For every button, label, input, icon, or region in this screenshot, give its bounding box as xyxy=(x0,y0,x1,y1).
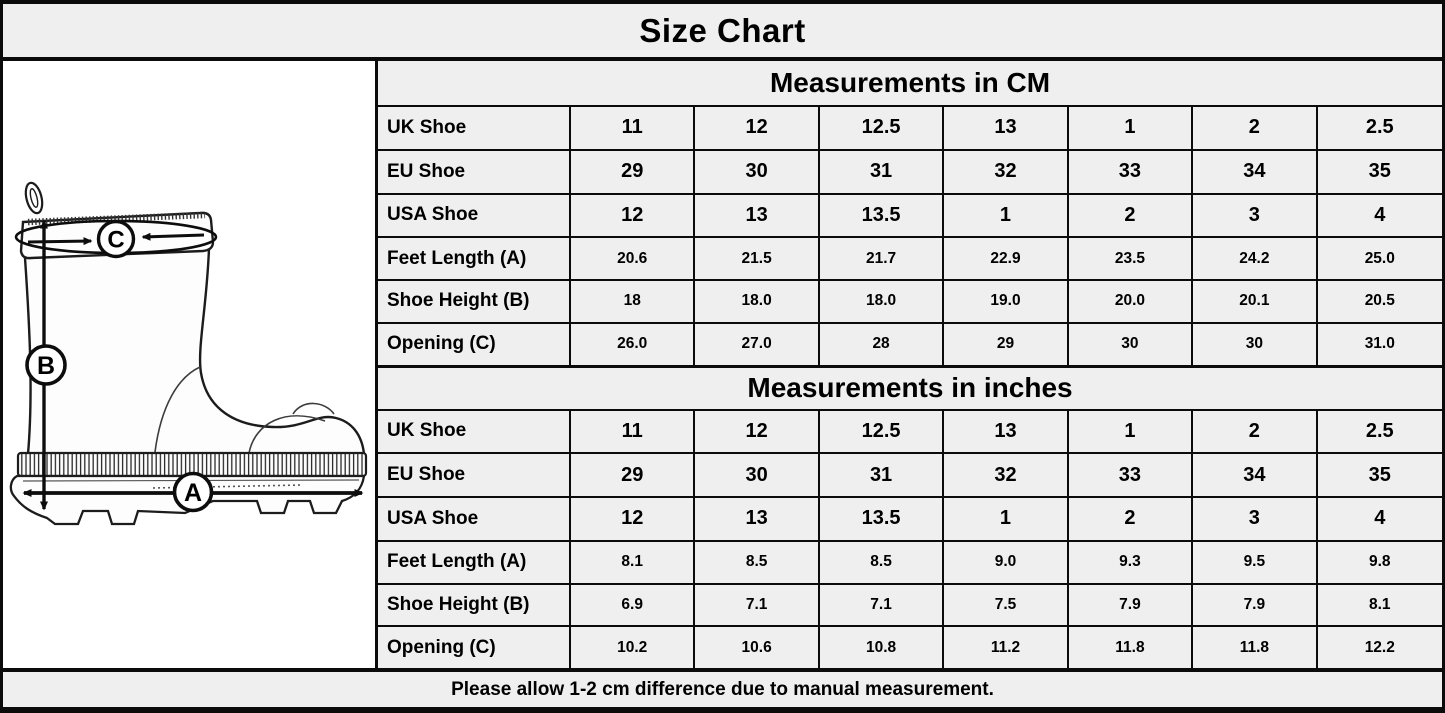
section-title-cm: Measurements in CM xyxy=(378,61,1442,105)
value-cell: 12 xyxy=(571,195,695,237)
value-cell: 10.8 xyxy=(820,627,944,668)
value-cell: 2.5 xyxy=(1318,411,1442,453)
row-label: EU Shoe xyxy=(378,454,571,496)
value-cell: 13 xyxy=(944,107,1068,149)
value-cell: 30 xyxy=(1193,324,1317,365)
row-label: Feet Length (A) xyxy=(378,238,571,279)
pull-loop xyxy=(23,181,45,215)
value-cell: 34 xyxy=(1193,151,1317,193)
size-table-cm xyxy=(378,105,1442,365)
value-cell: 12.5 xyxy=(820,411,944,453)
value-cell: 35 xyxy=(1318,151,1442,193)
value-cell: 12 xyxy=(695,411,819,453)
size-table-row xyxy=(378,625,1442,668)
table-section-cm xyxy=(378,61,1442,365)
value-cell: 7.9 xyxy=(1069,585,1193,626)
value-cell: 31 xyxy=(820,151,944,193)
value-cell: 18.0 xyxy=(695,281,819,322)
value-cell: 8.1 xyxy=(1318,585,1442,626)
value-cell: 13 xyxy=(695,195,819,237)
value-cell: 3 xyxy=(1193,195,1317,237)
value-cell: 29 xyxy=(571,454,695,496)
value-cell: 35 xyxy=(1318,454,1442,496)
value-cell: 13.5 xyxy=(820,498,944,540)
value-cell: 12 xyxy=(571,498,695,540)
value-cell: 11.2 xyxy=(944,627,1068,668)
value-cell: 10.2 xyxy=(571,627,695,668)
row-label: Opening (C) xyxy=(378,324,571,365)
value-cell: 2 xyxy=(1193,411,1317,453)
size-table-row xyxy=(378,452,1442,496)
size-table-row xyxy=(378,540,1442,583)
value-cell: 8.1 xyxy=(571,542,695,583)
value-cell: 8.5 xyxy=(695,542,819,583)
value-cell: 29 xyxy=(944,324,1068,365)
value-cell: 10.6 xyxy=(695,627,819,668)
boot-illustration xyxy=(3,61,375,668)
size-table-row xyxy=(378,322,1442,365)
value-cell: 12.5 xyxy=(820,107,944,149)
row-label: Feet Length (A) xyxy=(378,542,571,583)
value-cell: 23.5 xyxy=(1069,238,1193,279)
value-cell: 7.1 xyxy=(695,585,819,626)
value-cell: 29 xyxy=(571,151,695,193)
boot-diagram-panel xyxy=(3,61,378,668)
value-cell: 4 xyxy=(1318,498,1442,540)
value-cell: 9.0 xyxy=(944,542,1068,583)
size-table-inches xyxy=(378,409,1442,669)
size-table-row xyxy=(378,496,1442,540)
size-table-row xyxy=(378,409,1442,453)
value-cell: 19.0 xyxy=(944,281,1068,322)
row-label: UK Shoe xyxy=(378,411,571,453)
row-label: USA Shoe xyxy=(378,195,571,237)
value-cell: 2 xyxy=(1193,107,1317,149)
value-cell: 1 xyxy=(944,498,1068,540)
value-cell: 18 xyxy=(571,281,695,322)
row-label: Opening (C) xyxy=(378,627,571,668)
measurement-label-height: B xyxy=(36,352,56,380)
value-cell: 1 xyxy=(944,195,1068,237)
value-cell: 12.2 xyxy=(1318,627,1442,668)
value-cell: 11.8 xyxy=(1193,627,1317,668)
value-cell: 9.5 xyxy=(1193,542,1317,583)
tables-container xyxy=(378,61,1442,668)
value-cell: 20.5 xyxy=(1318,281,1442,322)
value-cell: 24.2 xyxy=(1193,238,1317,279)
value-cell: 31 xyxy=(820,454,944,496)
value-cell: 13 xyxy=(695,498,819,540)
value-cell: 30 xyxy=(695,151,819,193)
row-label: EU Shoe xyxy=(378,151,571,193)
row-label: USA Shoe xyxy=(378,498,571,540)
size-table-row xyxy=(378,279,1442,322)
value-cell: 2 xyxy=(1069,498,1193,540)
value-cell: 9.8 xyxy=(1318,542,1442,583)
row-label: Shoe Height (B) xyxy=(378,585,571,626)
value-cell: 8.5 xyxy=(820,542,944,583)
value-cell: 11 xyxy=(571,107,695,149)
value-cell: 32 xyxy=(944,454,1068,496)
value-cell: 18.0 xyxy=(820,281,944,322)
footer-note: Please allow 1-2 cm difference due to manual measurement. xyxy=(3,668,1442,707)
size-table-row xyxy=(378,149,1442,193)
value-cell: 12 xyxy=(695,107,819,149)
value-cell: 28 xyxy=(820,324,944,365)
size-table-row xyxy=(378,105,1442,149)
value-cell: 13 xyxy=(944,411,1068,453)
chart-body xyxy=(3,61,1442,668)
value-cell: 26.0 xyxy=(571,324,695,365)
value-cell: 30 xyxy=(695,454,819,496)
value-cell: 20.1 xyxy=(1193,281,1317,322)
value-cell: 33 xyxy=(1069,454,1193,496)
value-cell: 33 xyxy=(1069,151,1193,193)
value-cell: 25.0 xyxy=(1318,238,1442,279)
value-cell: 20.0 xyxy=(1069,281,1193,322)
value-cell: 7.1 xyxy=(820,585,944,626)
value-cell: 32 xyxy=(944,151,1068,193)
value-cell: 30 xyxy=(1069,324,1193,365)
value-cell: 7.5 xyxy=(944,585,1068,626)
value-cell: 11.8 xyxy=(1069,627,1193,668)
size-table-row xyxy=(378,583,1442,626)
value-cell: 11 xyxy=(571,411,695,453)
value-cell: 3 xyxy=(1193,498,1317,540)
value-cell: 4 xyxy=(1318,195,1442,237)
section-title-inches: Measurements in inches xyxy=(378,365,1442,409)
value-cell: 20.6 xyxy=(571,238,695,279)
row-label: UK Shoe xyxy=(378,107,571,149)
row-label: Shoe Height (B) xyxy=(378,281,571,322)
value-cell: 2 xyxy=(1069,195,1193,237)
value-cell: 1 xyxy=(1069,107,1193,149)
measurement-label-opening: C xyxy=(107,226,125,254)
value-cell: 2.5 xyxy=(1318,107,1442,149)
value-cell: 1 xyxy=(1069,411,1193,453)
value-cell: 31.0 xyxy=(1318,324,1442,365)
value-cell: 21.5 xyxy=(695,238,819,279)
value-cell: 6.9 xyxy=(571,585,695,626)
size-table-row xyxy=(378,193,1442,237)
value-cell: 27.0 xyxy=(695,324,819,365)
value-cell: 7.9 xyxy=(1193,585,1317,626)
value-cell: 9.3 xyxy=(1069,542,1193,583)
boot-outline xyxy=(25,248,364,454)
value-cell: 21.7 xyxy=(820,238,944,279)
table-section-inches xyxy=(378,365,1442,669)
value-cell: 13.5 xyxy=(820,195,944,237)
size-table-row xyxy=(378,236,1442,279)
value-cell: 22.9 xyxy=(944,238,1068,279)
value-cell: 34 xyxy=(1193,454,1317,496)
page-title: Size Chart xyxy=(3,4,1442,61)
measurement-label-length: A xyxy=(183,479,203,507)
